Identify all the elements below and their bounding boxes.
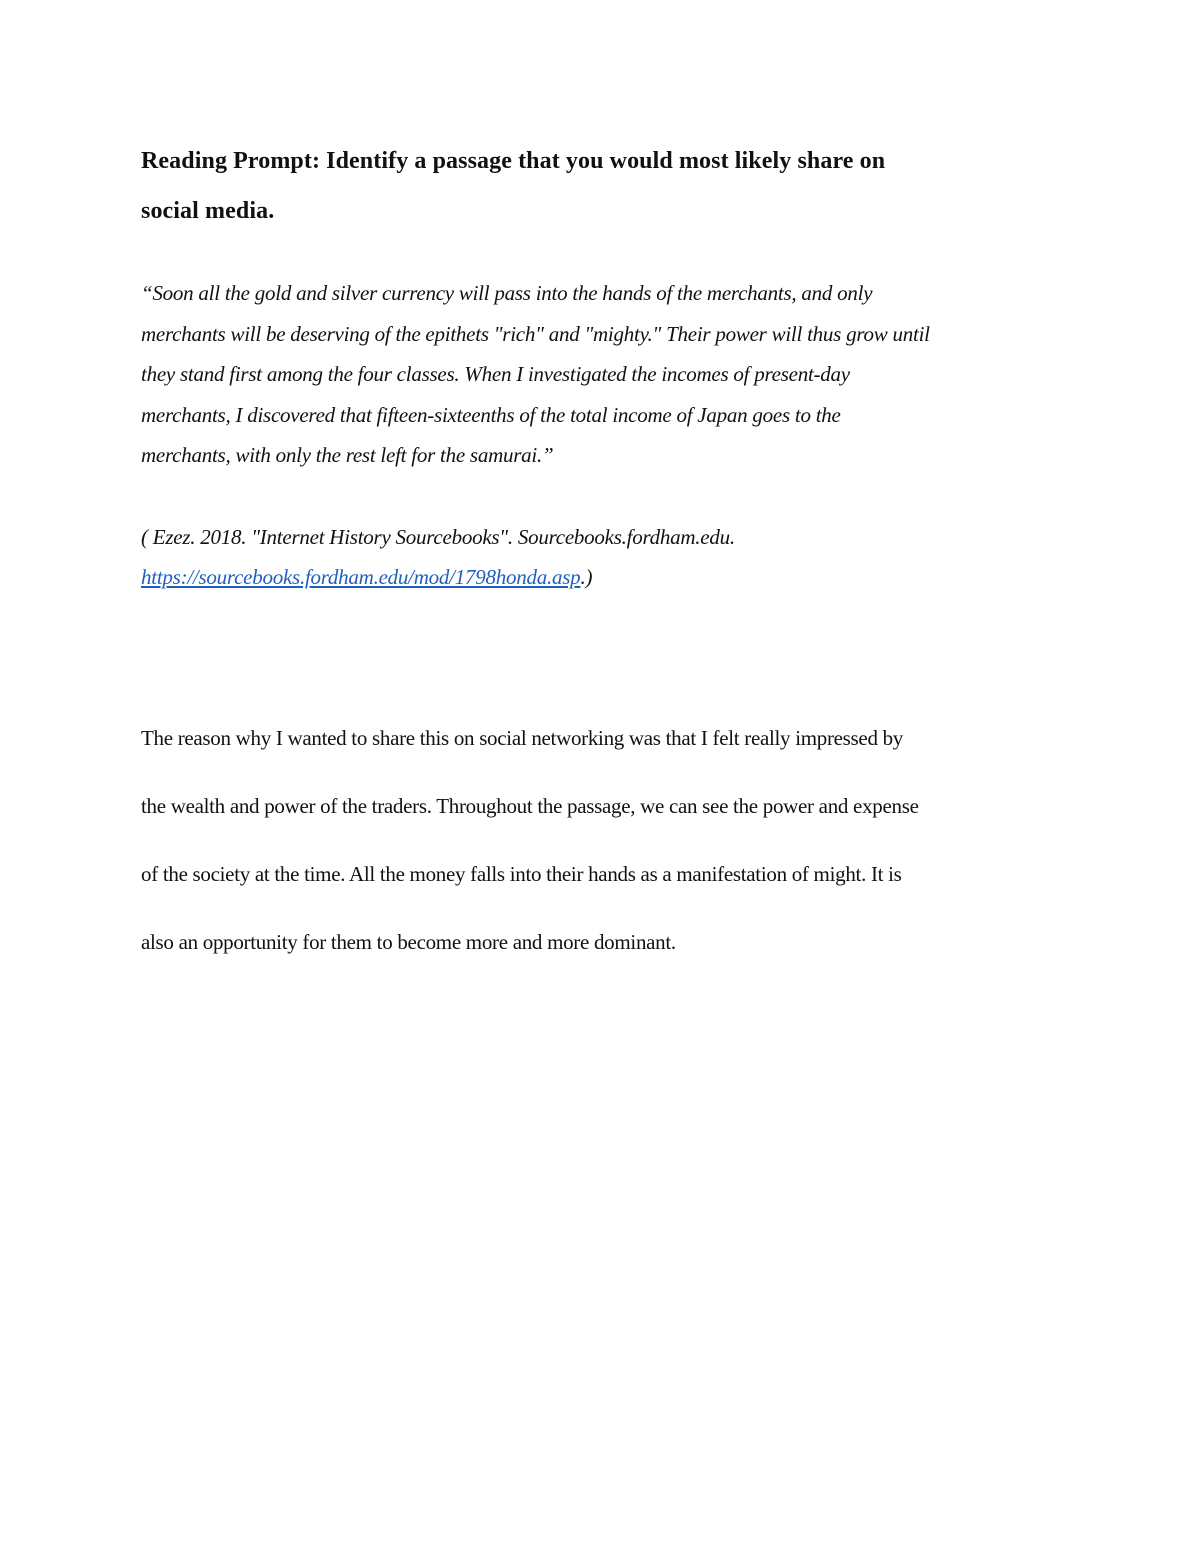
prompt-line: social media.: [141, 198, 275, 224]
source-link[interactable]: https://sourcebooks.fordham.edu/mod/1798honda.asp: [141, 565, 581, 589]
quote-line: merchants, with only the rest left for the samurai.”: [141, 443, 554, 467]
citation-text: ( Ezez. 2018. "Internet History Sourcebooks". Sourcebooks.fordham.edu.: [141, 525, 735, 549]
reading-prompt-heading: [141, 136, 1061, 236]
response-line: also an opportunity for them to become more and more dominant.: [141, 930, 676, 954]
quote-line: they stand first among the four classes. When I investigated the incomes of present-day: [141, 362, 850, 386]
citation-closing: .): [580, 565, 593, 589]
response-line: the wealth and power of the traders. Throughout the passage, we can see the power and expense: [141, 794, 919, 818]
response-paragraph: [141, 704, 1061, 976]
citation-link-line: [141, 557, 1061, 597]
quote-line: “Soon all the gold and silver currency will pass into the hands of the merchants, and only: [141, 281, 873, 305]
quoted-passage: [141, 273, 1061, 476]
citation: [141, 517, 1061, 597]
response-line: of the society at the time. All the money falls into their hands as a manifestation of might. It is: [141, 862, 902, 886]
prompt-line: Reading Prompt: Identify a passage that you would most likely share on: [141, 148, 886, 174]
quote-line: merchants will be deserving of the epithets "rich" and "mighty." Their power will thus grow until: [141, 321, 930, 346]
response-line: The reason why I wanted to share this on social networking was that I felt really impressed by: [141, 726, 903, 750]
quote-line: merchants, I discovered that fifteen-sixteenths of the total income of Japan goes to the: [141, 402, 841, 427]
